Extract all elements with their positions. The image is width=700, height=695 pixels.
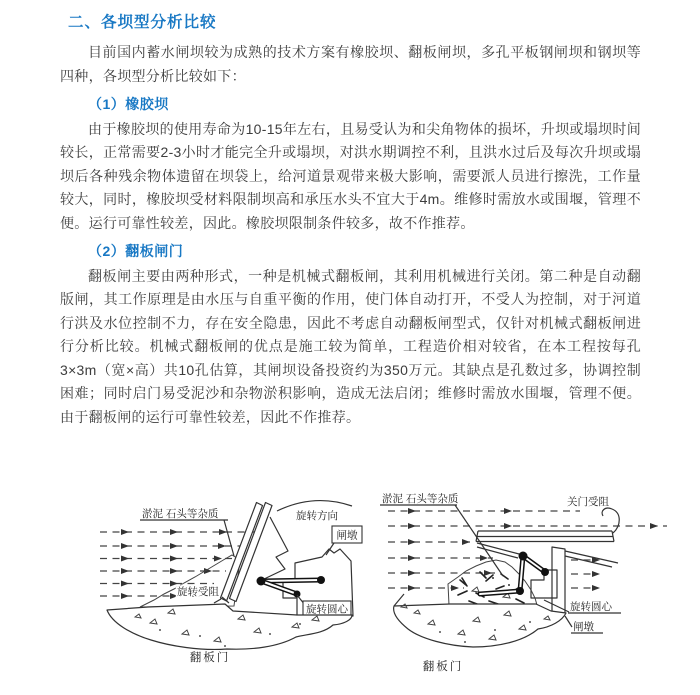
figure-caption: 翻板门 [189, 652, 231, 664]
svg-text:闸墩: 闸墩 [573, 621, 594, 633]
svg-text:淤泥 石头等杂质: 淤泥 石头等杂质 [382, 493, 459, 505]
flow-arrows [388, 508, 667, 591]
gate-curl [602, 508, 619, 533]
section-1-body: 由于橡胶坝的使用寿命为10-15年左右，且易受认为和尖角物体的损坏，升坝或塌坝时间较长，正常需要2-3小时才能完全升或塌坝，对洪水期调控不利，且洪水过后及每次升坝或塌坝后各种残余物体遗留在坝袋上，给河道景观带来极大影响，需要派人员进行擦洗，工作量较大，同时，橡胶坝受材料限制坝高和承压水头不宜大于4m。维修时需放水或围堰，管理不便。运行可靠性较差，因此。橡胶坝限制条件较多，故不作推荐。 [60, 120, 641, 231]
rotation-blocked-label [177, 585, 229, 603]
svg-text:闸墩: 闸墩 [336, 529, 358, 542]
svg-text:旋转圆心: 旋转圆心 [306, 603, 348, 616]
svg-text:旋转受阻: 旋转受阻 [177, 586, 219, 598]
gate-plate [476, 508, 619, 558]
document-body [60, 10, 641, 429]
rotate-direction-label: 旋转方向 [296, 510, 338, 522]
intro-paragraph: 目前国内蓄水闸坝较为成熟的技术方案有橡胶坝、翻板闸坝，多孔平板钢闸坝和钢坝等四种，各坝型分析比较如下： [60, 44, 641, 84]
ground [394, 594, 566, 647]
svg-text:旋转圆心: 旋转圆心 [570, 601, 612, 613]
section-1-title: （1）橡胶坝 [88, 96, 169, 112]
section-2-title: （2）翻板闸门 [88, 243, 184, 259]
pier-label [565, 616, 603, 633]
section-2-body: 翻板闸主要由两种形式，一种是机械式翻板闸，其利用机械进行关闭。第二种是自动翻版闸，其工作原理是由水压与自重平衡的作用，使门体自动打开，不受人为控制，对于河道行洪及水位控制不力，存在安全隐患，因此不考虑自动翻板闸型式，仅针对机械式翻板闸进行分析比较。机械式翻板闸的优点是施工较为简单，工程造价相对较省，在本工程按每孔3×3m（宽×高）共10孔估算，其闸坝设备投资约为350万元。其缺点是孔数过多，协调控制困难；同时启门易受泥沙和杂物淤积影响，造成无法启闭；维修时需放水围堰，管理不便。由于翻板闸的运行可靠性较差，因此不作推荐。 [60, 267, 641, 425]
silt-label [380, 492, 503, 576]
figure-caption: 翻板门 [422, 661, 464, 673]
wall-flow-arrows [571, 557, 600, 591]
closing-blocked-label: 关门受阻 [567, 496, 609, 508]
figure-flap-gate-closed [65, 485, 365, 685]
page-title: 二、各坝型分析比较 [68, 14, 217, 31]
figure-flap-gate-open [355, 480, 670, 685]
svg-text:淤泥 石头等杂质: 淤泥 石头等杂质 [142, 508, 219, 520]
